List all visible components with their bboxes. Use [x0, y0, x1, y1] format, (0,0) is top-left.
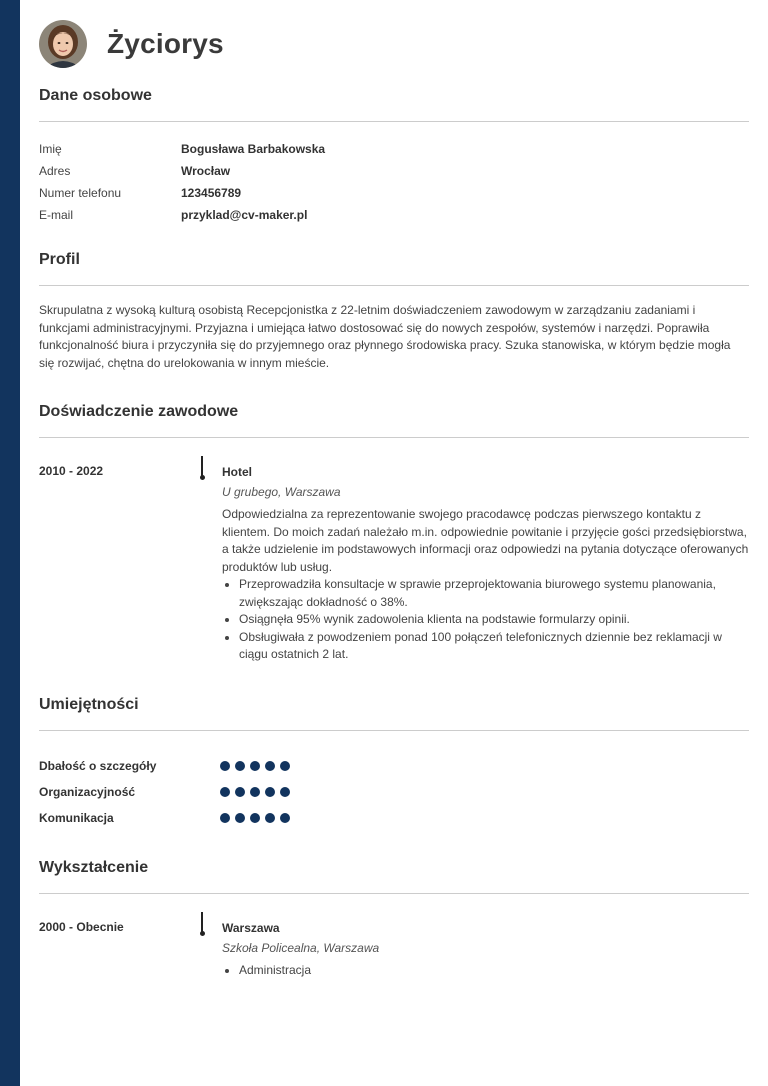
skill-dot-icon [235, 787, 245, 797]
section-heading-skills: Umiejętności [39, 696, 749, 731]
timeline-marker-icon [200, 912, 204, 936]
skill-rating [220, 761, 290, 771]
list-item: • Obsługiwała z powodzeniem ponad 100 połączeń telefonicznych dziennie bez reklamacji w ciągu ostatnich 2 lat. [239, 629, 749, 664]
avatar [39, 20, 87, 68]
education-item [39, 912, 749, 980]
skill-dot-icon [220, 761, 230, 771]
personal-row [39, 138, 749, 160]
list-item: • Przeprowadziła konsultacje w sprawie przeprojektowania biurowego systemu planowania, zwiększając dokładność o 38%. [239, 576, 749, 611]
personal-value: Wrocław [181, 164, 231, 178]
personal-value: Bogusława Barbakowska [181, 142, 326, 156]
personal-label: E-mail [39, 208, 74, 222]
skill-dot-icon [265, 761, 275, 771]
experience-item [39, 456, 749, 664]
personal-row [39, 204, 749, 226]
skill-dot-icon [250, 787, 260, 797]
profile-section [39, 251, 749, 372]
education-body [222, 912, 749, 980]
skill-name: Komunikacja [39, 810, 114, 825]
personal-details [39, 138, 749, 226]
resume-page [39, 0, 749, 979]
skill-name: Organizacyjność [39, 784, 136, 799]
personal-row [39, 160, 749, 182]
skill-row [39, 753, 749, 779]
skill-row [39, 779, 749, 805]
personal-row [39, 182, 749, 204]
education-dates: 2000 - Obecnie [39, 919, 124, 934]
skill-dot-icon [235, 813, 245, 823]
personal-value: przyklad@cv-maker.pl [181, 208, 308, 222]
skill-dot-icon [280, 813, 290, 823]
section-heading-profile: Profil [39, 251, 749, 286]
skill-dot-icon [280, 761, 290, 771]
skill-row [39, 805, 749, 831]
experience-employer: U grubego, Warszawa [222, 485, 341, 499]
skill-rating [220, 813, 290, 823]
education-school: Szkoła Policealna, Warszawa [222, 940, 380, 955]
experience-dates: 2010 - 2022 [39, 464, 104, 478]
skill-dot-icon [220, 787, 230, 797]
personal-value: 123456789 [181, 186, 242, 200]
experience-title: Hotel [222, 465, 252, 479]
personal-label: Adres [39, 164, 71, 178]
experience-body [222, 456, 749, 664]
list-item: • Administracja [239, 962, 749, 980]
avatar-photo-icon [39, 20, 87, 68]
skill-dot-icon [265, 813, 275, 823]
education-details [222, 962, 749, 980]
skill-dot-icon [250, 761, 260, 771]
skill-rating [220, 787, 290, 797]
education-section [39, 859, 749, 980]
skill-dot-icon [280, 787, 290, 797]
personal-label: Imię [39, 142, 62, 156]
skill-dot-icon [220, 813, 230, 823]
section-heading-experience: Doświadczenie zawodowe [39, 403, 749, 438]
skill-dot-icon [235, 761, 245, 771]
personal-label: Numer telefonu [39, 186, 122, 200]
list-item: • Osiągnęła 95% wynik zadowolenia klienta na podstawie formularzy opinii. [239, 611, 749, 629]
experience-section [39, 403, 749, 664]
skill-dot-icon [265, 787, 275, 797]
timeline-marker-icon [200, 456, 204, 480]
resume-header [39, 1, 749, 87]
skills-section [39, 696, 749, 831]
experience-achievements [222, 576, 749, 664]
experience-description: Odpowiedzialna za reprezentowanie swojego pracodawcę podczas pierwszego kontaktu z klientem. Do moich zadań należało m.in. odpowiednie powitanie i przyjęcie gości przedsiębiorstwa, a także udzielenie im podstawowych informacji oraz odpowiedzi na pytania dotyczące oferowanych produktów lub usług. [222, 507, 749, 574]
skills-list [39, 753, 749, 831]
profile-text: Skrupulatna z wysoką kulturą osobistą Recepcjonistka z 22-letnim doświadczeniem zawodowym w zarządzaniu zadaniami i funkcjami administracyjnymi. Przyjazna i umiejąca łatwo dostosować się do nowych zespołów, systemów i narzędzi. Poprawiła funkcjonalność biura i przyczyniła się do przyjemnego oraz płynnego środowiska pracy. Szuka stanowiska, w którym będzie mogła się rozwijać, chętna do urelokowania w innym mieście. [39, 303, 731, 370]
skill-dot-icon [250, 813, 260, 823]
section-heading-education: Wykształcenie [39, 859, 749, 894]
skill-name: Dbałość o szczegóły [39, 758, 157, 773]
education-title: Warszawa [222, 920, 280, 935]
personal-section [39, 87, 749, 226]
sidebar-stripe [0, 0, 20, 1086]
section-heading-personal: Dane osobowe [39, 87, 749, 122]
page-title: Życiorys [107, 28, 224, 59]
